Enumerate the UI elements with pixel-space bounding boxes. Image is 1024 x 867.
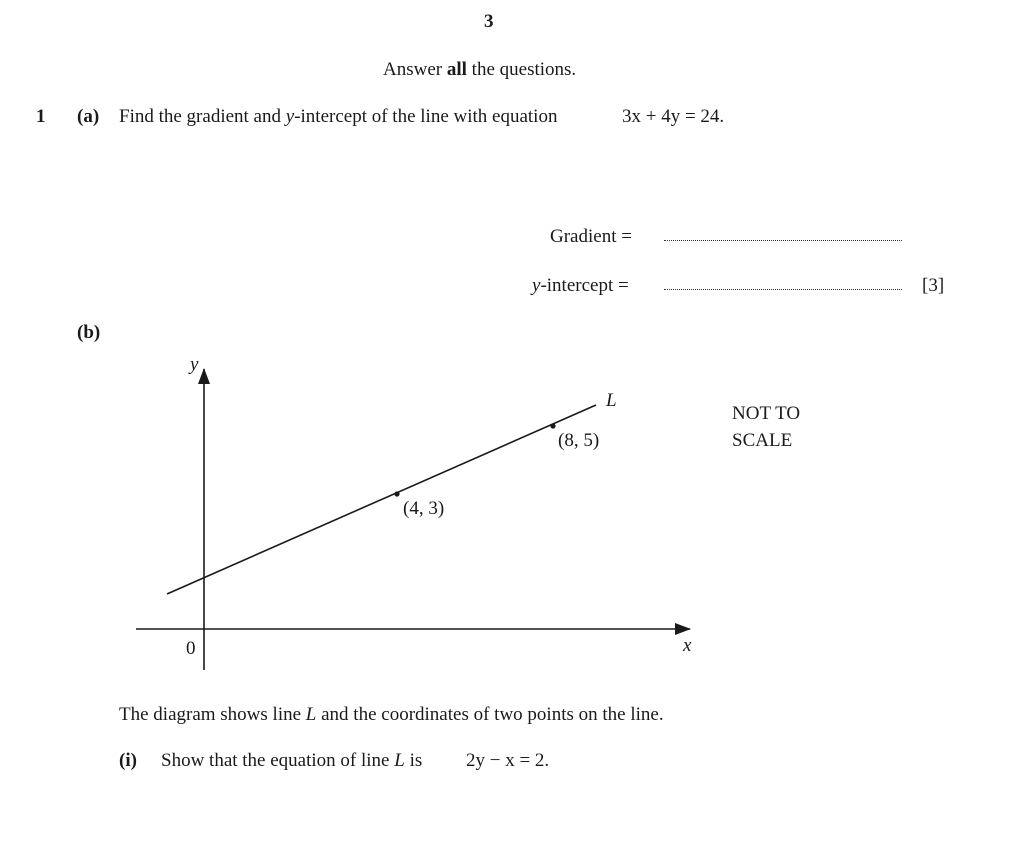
not-to-scale-note-2: SCALE — [732, 430, 793, 451]
part-a-text: Find the gradient and — [119, 106, 286, 127]
sub-i-equation: 2y − x = 2. — [466, 750, 550, 771]
line-l — [167, 405, 596, 594]
point-4-3-label: (4, 3) — [403, 498, 445, 519]
sub-i-label: (i) — [119, 750, 137, 771]
part-b-label: (b) — [77, 322, 101, 343]
sub-i-var: L — [394, 750, 405, 771]
description-text-end: and the coordinates of two points on the line. — [316, 704, 664, 725]
description-text: The diagram shows line — [119, 704, 306, 725]
part-a-equation: 3x + 4y = 24. — [622, 106, 725, 127]
description-var: L — [305, 704, 317, 725]
part-a-text-end: -intercept of the line with equation — [294, 106, 558, 127]
point-8-5 — [550, 423, 555, 428]
point-8-5-label: (8, 5) — [558, 430, 600, 451]
not-to-scale-note-1: NOT TO — [732, 403, 801, 424]
instruction-text-end: the questions. — [466, 59, 577, 80]
instruction-bold: all — [446, 59, 467, 80]
part-a-var: y — [285, 106, 295, 127]
x-axis-label: x — [683, 635, 692, 656]
intercept-text: -intercept = — [540, 275, 629, 296]
instruction-text: Answer — [383, 59, 447, 80]
sub-i-text: Show that the equation of line — [161, 750, 395, 771]
question-number: 1 — [36, 106, 46, 127]
diagram-description — [119, 705, 664, 724]
marks: [3] — [922, 275, 945, 296]
sub-i-text-end: is — [404, 750, 423, 771]
part-a-label: (a) — [77, 106, 100, 127]
origin-label: 0 — [186, 638, 196, 659]
intercept-var: y — [532, 275, 541, 296]
y-axis-label: y — [190, 354, 199, 375]
page-number: 3 — [484, 11, 494, 32]
gradient-label: Gradient = — [550, 226, 632, 247]
point-4-3 — [394, 491, 399, 496]
line-l-label: L — [606, 390, 617, 411]
sub-i-question — [161, 751, 422, 770]
